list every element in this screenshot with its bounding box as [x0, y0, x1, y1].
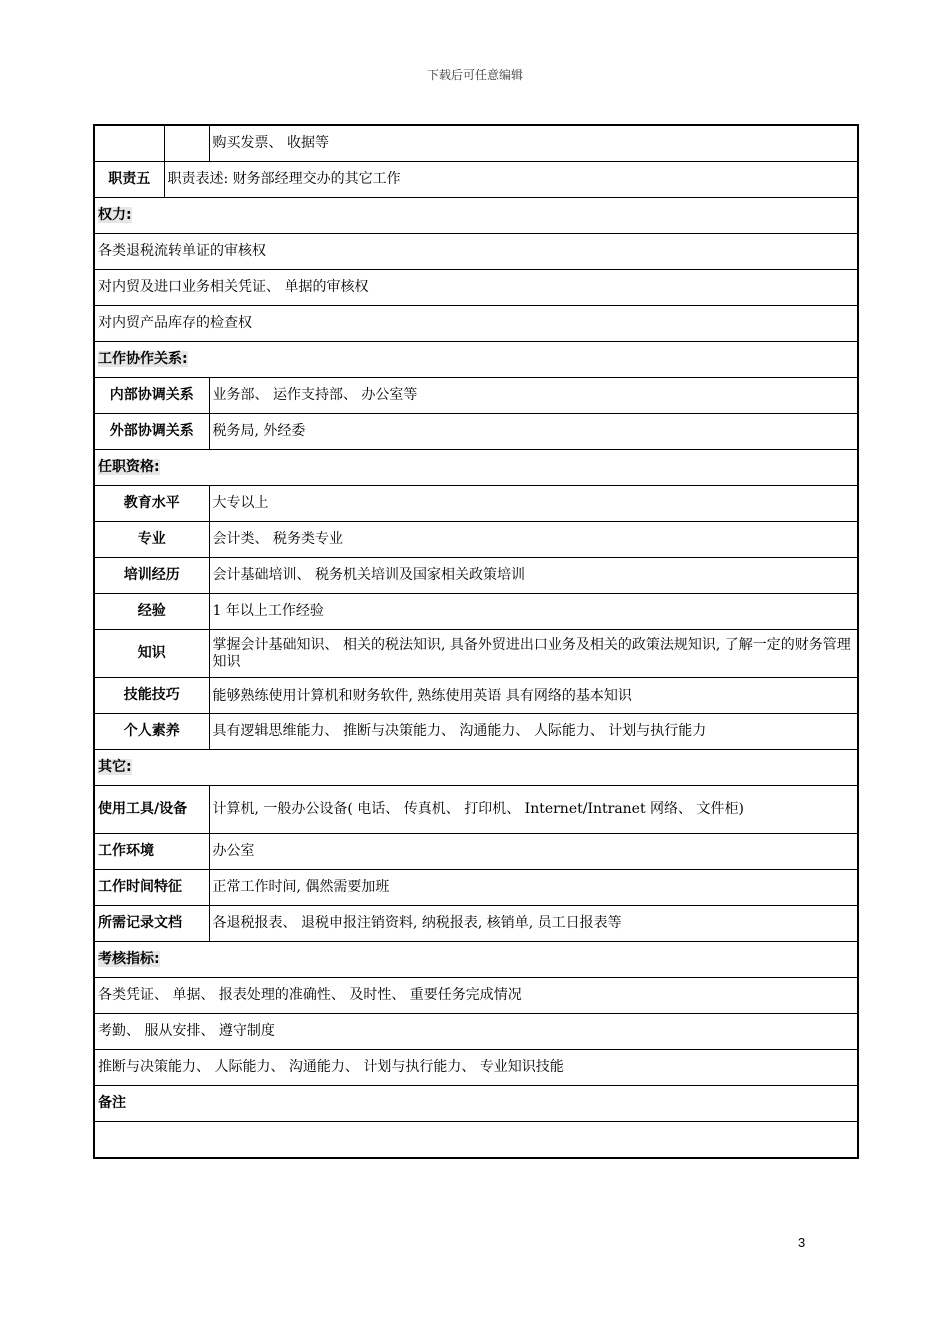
table-row — [94, 870, 858, 906]
table-row — [94, 1122, 858, 1159]
assessment-section-title — [94, 942, 858, 978]
other-section-label: 其它: — [98, 759, 132, 775]
qualification-value: 掌握会计基础知识、 相关的税法知识, 具备外贸进出口业务及相关的政策法规知识, 了解一定的财务管理知识 — [209, 630, 858, 678]
qualification-value: 会计类、 税务类专业 — [209, 522, 858, 558]
power-item: 各类退税流转单证的审核权 — [94, 234, 858, 270]
external-relation-label: 外部协调关系 — [94, 414, 209, 450]
other-label: 使用工具/设备 — [94, 786, 209, 834]
job-description-table — [93, 124, 859, 1159]
power-section-label: 权力: — [98, 207, 132, 223]
table-row — [94, 378, 858, 414]
list-item — [94, 1050, 858, 1086]
qualification-value: 大专以上 — [209, 486, 858, 522]
page-number: 3 — [798, 1235, 806, 1250]
assessment-item: 推断与决策能力、 人际能力、 沟通能力、 计划与执行能力、 专业知识技能 — [94, 1050, 858, 1086]
table-row — [94, 906, 858, 942]
table-row — [94, 414, 858, 450]
qualification-section-title — [94, 450, 858, 486]
power-item: 对内贸产品库存的检查权 — [94, 306, 858, 342]
table-row — [94, 125, 858, 162]
list-item — [94, 234, 858, 270]
power-item: 对内贸及进口业务相关凭证、 单据的审核权 — [94, 270, 858, 306]
table-row — [94, 486, 858, 522]
internal-relation-value: 业务部、 运作支持部、 办公室等 — [209, 378, 858, 414]
qualification-label: 技能技巧 — [94, 678, 209, 714]
qualification-value: 具有逻辑思维能力、 推断与决策能力、 沟通能力、 人际能力、 计划与执行能力 — [209, 714, 858, 750]
qualification-label: 教育水平 — [94, 486, 209, 522]
list-item — [94, 1014, 858, 1050]
duty-five-value: 职责表述: 财务部经理交办的其它工作 — [164, 162, 858, 198]
other-label: 工作环境 — [94, 834, 209, 870]
other-label: 所需记录文档 — [94, 906, 209, 942]
table-row — [94, 522, 858, 558]
other-value: 计算机, 一般办公设备( 电话、 传真机、 打印机、 Internet/Intranet 网络、 文件柜) — [209, 786, 858, 834]
qualification-label: 专业 — [94, 522, 209, 558]
empty-cell — [164, 125, 209, 162]
assessment-section-label: 考核指标: — [98, 951, 160, 967]
header-note: 下载后可任意编辑 — [426, 68, 523, 82]
qualification-label: 培训经历 — [94, 558, 209, 594]
section-row — [94, 1086, 858, 1122]
other-label: 工作时间特征 — [94, 870, 209, 906]
table-row — [94, 786, 858, 834]
qualification-value: 会计基础培训、 税务机关培训及国家相关政策培训 — [209, 558, 858, 594]
external-relation-value: 税务局, 外经委 — [209, 414, 858, 450]
section-row — [94, 450, 858, 486]
table-row — [94, 630, 858, 678]
remark-section-title: 备注 — [94, 1086, 858, 1122]
power-section-title — [94, 198, 858, 234]
table-row — [94, 834, 858, 870]
table-row — [94, 714, 858, 750]
assessment-item: 各类凭证、 单据、 报表处理的准确性、 及时性、 重要任务完成情况 — [94, 978, 858, 1014]
section-row — [94, 342, 858, 378]
assessment-item: 考勤、 服从安排、 遵守制度 — [94, 1014, 858, 1050]
section-row — [94, 198, 858, 234]
internal-relation-label: 内部协调关系 — [94, 378, 209, 414]
qualification-label: 个人素养 — [94, 714, 209, 750]
qualification-value: 能够熟练使用计算机和财务软件, 熟练使用英语 具有网络的基本知识 — [209, 678, 858, 714]
other-value: 正常工作时间, 偶然需要加班 — [209, 870, 858, 906]
qualification-section-label: 任职资格: — [98, 459, 160, 475]
section-row — [94, 750, 858, 786]
qualification-value: 1 年以上工作经验 — [209, 594, 858, 630]
other-value: 办公室 — [209, 834, 858, 870]
table-row — [94, 162, 858, 198]
other-value: 各退税报表、 退税申报注销资料, 纳税报表, 核销单, 员工日报表等 — [209, 906, 858, 942]
table-row — [94, 678, 858, 714]
duty-five-label: 职责五 — [94, 162, 164, 198]
list-item — [94, 978, 858, 1014]
remark-value — [94, 1122, 858, 1159]
list-item — [94, 306, 858, 342]
other-section-title — [94, 750, 858, 786]
section-row — [94, 942, 858, 978]
empty-cell — [94, 125, 164, 162]
list-item — [94, 270, 858, 306]
qualification-label: 经验 — [94, 594, 209, 630]
table-row — [94, 594, 858, 630]
table-row — [94, 558, 858, 594]
relation-section-title — [94, 342, 858, 378]
duty-continued-value: 购买发票、 收据等 — [209, 125, 858, 162]
qualification-label: 知识 — [94, 630, 209, 678]
relation-section-label: 工作协作关系: — [98, 351, 188, 367]
